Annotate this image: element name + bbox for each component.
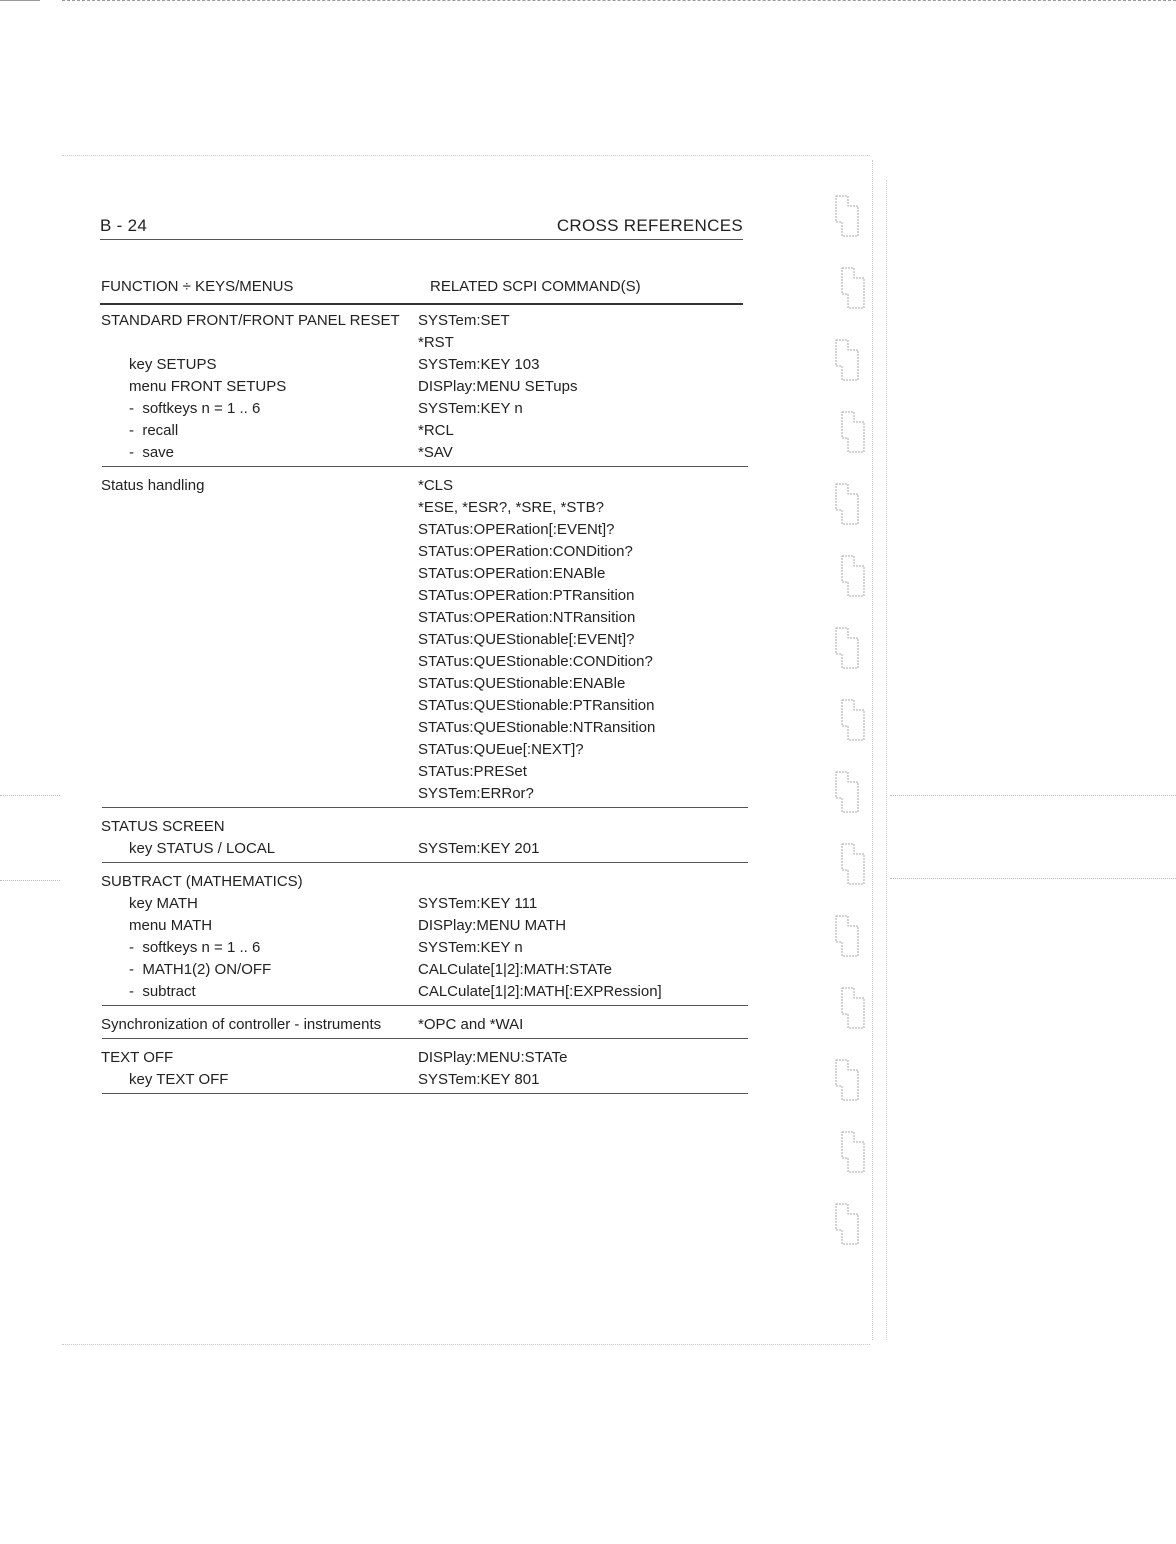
column-header-rule: [100, 303, 743, 305]
function-cell: - softkeys n = 1 .. 6: [129, 400, 261, 417]
command-cell: STATus:QUEStionable[:EVENt]?: [418, 631, 635, 648]
command-cell: *RCL: [418, 422, 454, 439]
function-cell: SUBTRACT (MATHEMATICS): [101, 873, 303, 890]
margin-tick-right: [890, 878, 1176, 879]
command-cell: STATus:OPERation:PTRansition: [418, 587, 635, 604]
binding-tab-mark: [832, 480, 858, 528]
group-separator: [102, 1005, 748, 1006]
margin-tick-right: [890, 795, 1176, 796]
command-cell: *ESE, *ESR?, *SRE, *STB?: [418, 499, 604, 516]
function-cell: key STATUS / LOCAL: [129, 840, 276, 857]
binding-tab-mark: [838, 408, 864, 456]
command-cell: SYSTem:KEY 801: [418, 1071, 540, 1088]
binding-tab-mark: [832, 1200, 858, 1248]
scan-edge-left: [0, 0, 40, 1]
command-cell: STATus:QUEStionable:ENABle: [418, 675, 626, 692]
binding-tab-mark: [832, 192, 858, 240]
header-rule: [100, 239, 743, 240]
binding-tab-mark: [838, 552, 864, 600]
group-separator: [102, 807, 748, 808]
function-cell: key SETUPS: [129, 356, 217, 373]
function-cell: STANDARD FRONT/FRONT PANEL RESET: [101, 312, 400, 329]
function-cell: STATUS SCREEN: [101, 818, 225, 835]
function-cell: TEXT OFF: [101, 1049, 174, 1066]
command-cell: STATus:OPERation:NTRansition: [418, 609, 636, 626]
group-separator: [102, 862, 748, 863]
function-cell: key MATH: [129, 895, 198, 912]
binding-tab-mark: [832, 768, 858, 816]
command-cell: SYSTem:ERRor?: [418, 785, 534, 802]
command-cell: SYSTem:KEY 111: [418, 895, 538, 912]
command-cell: *RST: [418, 334, 454, 351]
command-cell: CALCulate[1|2]:MATH[:EXPRession]: [418, 983, 662, 1000]
column-header-function: FUNCTION ÷ KEYS/MENUS: [101, 278, 294, 295]
command-cell: STATus:QUEue[:NEXT]?: [418, 741, 584, 758]
command-cell: STATus:QUEStionable:CONDition?: [418, 653, 653, 670]
command-cell: STATus:OPERation:CONDition?: [418, 543, 633, 560]
command-cell: STATus:OPERation[:EVENt]?: [418, 521, 615, 538]
binding-tab-mark: [838, 696, 864, 744]
function-cell: Status handling: [101, 477, 205, 494]
page-right-edge-inner: [886, 180, 887, 1340]
binding-tab-mark: [832, 912, 858, 960]
command-cell: SYSTem:KEY n: [418, 400, 523, 417]
function-cell: - recall: [129, 422, 179, 439]
command-cell: DISPlay:MENU:STATe: [418, 1049, 568, 1066]
binding-tab-mark: [838, 264, 864, 312]
command-cell: *CLS: [418, 477, 454, 494]
command-cell: *OPC and *WAI: [418, 1016, 524, 1033]
column-header-command: RELATED SCPI COMMAND(S): [430, 278, 641, 295]
group-separator: [102, 466, 748, 467]
binding-tab-mark: [832, 1056, 858, 1104]
binding-tab-mark: [838, 984, 864, 1032]
margin-tick-left: [0, 795, 60, 796]
binding-tab-mark: [838, 1128, 864, 1176]
binding-tab-mark: [832, 336, 858, 384]
page-right-edge: [872, 160, 873, 1340]
binding-tab-mark: [838, 840, 864, 888]
command-cell: STATus:PRESet: [418, 763, 527, 780]
binding-tab-mark: [832, 624, 858, 672]
group-separator: [102, 1093, 748, 1094]
function-cell: - softkeys n = 1 .. 6: [129, 939, 261, 956]
function-cell: menu FRONT SETUPS: [129, 378, 287, 395]
function-cell: menu MATH: [129, 917, 213, 934]
command-cell: STATus:QUEStionable:NTRansition: [418, 719, 656, 736]
command-cell: SYSTem:KEY 103: [418, 356, 540, 373]
command-cell: DISPlay:MENU MATH: [418, 917, 567, 934]
page-number: B - 24: [100, 216, 148, 235]
function-cell: - MATH1(2) ON/OFF: [129, 961, 272, 978]
function-cell: key TEXT OFF: [129, 1071, 229, 1088]
command-cell: SYSTem:KEY n: [418, 939, 523, 956]
margin-tick-left: [0, 880, 60, 881]
group-separator: [102, 1038, 748, 1039]
function-cell: - save: [129, 444, 175, 461]
command-cell: STATus:OPERation:ENABle: [418, 565, 606, 582]
function-cell: - subtract: [129, 983, 196, 1000]
function-cell: Synchronization of controller - instruments: [101, 1016, 382, 1033]
command-cell: DISPlay:MENU SETups: [418, 378, 578, 395]
command-cell: *SAV: [418, 444, 453, 461]
section-title: CROSS REFERENCES: [556, 216, 743, 235]
command-cell: CALCulate[1|2]:MATH:STATe: [418, 961, 612, 978]
command-cell: STATus:QUEStionable:PTRansition: [418, 697, 655, 714]
scan-edge-top: [62, 0, 1176, 1]
page-header: [100, 216, 743, 240]
command-cell: SYSTem:KEY 201: [418, 840, 540, 857]
command-cell: SYSTem:SET: [418, 312, 510, 329]
